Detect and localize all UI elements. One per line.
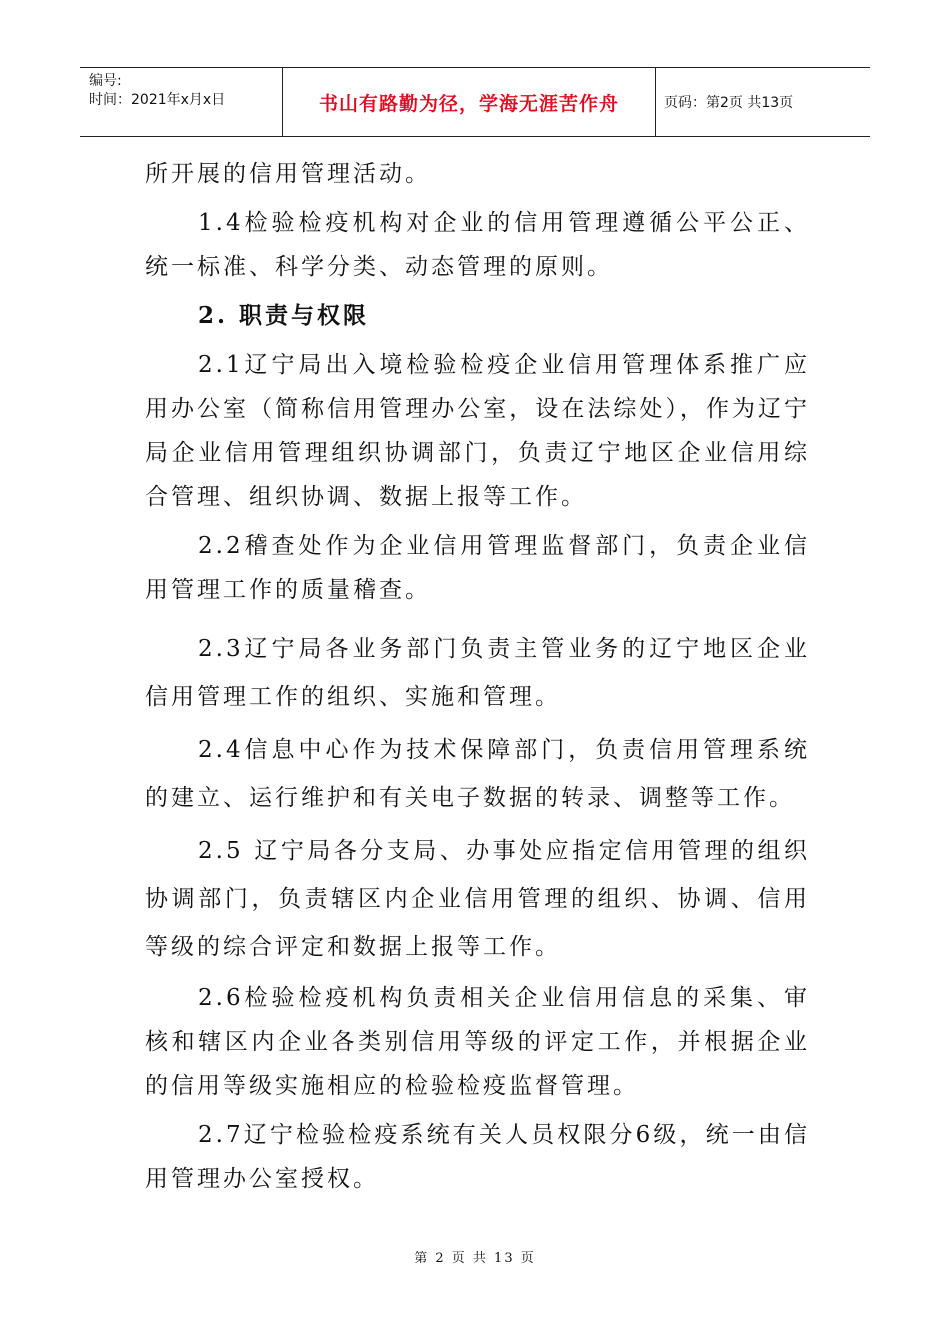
paragraph: 2.4信息中心作为技术保障部门，负责信用管理系统的建立、运行维护和有关电子数据的转录、调整等工作。	[145, 737, 810, 811]
paragraph: 1.4检验检疫机构对企业的信用管理遵循公平公正、统一标准、科学分类、动态管理的原则。	[145, 210, 810, 280]
paragraph: 2.2稽查处作为企业信用管理监督部门，负责企业信用管理工作的质量稽查。	[145, 533, 810, 603]
document-body	[145, 152, 810, 1206]
paragraph: 2.5 辽宁局各分支局、办事处应指定信用管理的组织协调部门，负责辖区内企业信用管理的组织、协调、信用等级的综合评定和数据上报等工作。	[145, 838, 810, 960]
header-page-info: 页码：第2页 共13页	[664, 95, 794, 111]
header-meta	[80, 68, 283, 136]
paragraph: 2.6检验检疫机构负责相关企业信用信息的采集、审核和辖区内企业各类别信用等级的评定工作，并根据企业的信用等级实施相应的检验检疫监督管理。	[145, 985, 810, 1099]
header-motto: 书山有路勤为径，学海无涯苦作舟	[283, 68, 656, 136]
header-code-label: 编号:	[89, 73, 122, 89]
header-date: 时间：2021年x月x日	[89, 92, 226, 108]
page-header	[80, 67, 870, 137]
page-footer: 第 2 页 共 13 页	[414, 1251, 536, 1266]
section-heading: 2. 职责与权限	[198, 302, 370, 329]
paragraph: 2.3辽宁局各业务部门负责主管业务的辽宁地区企业信用管理工作的组织、实施和管理。	[145, 636, 810, 710]
paragraph: 2.1辽宁局出入境检验检疫企业信用管理体系推广应用办公室（简称信用管理办公室，设在法综处），作为辽宁局企业信用管理组织协调部门，负责辽宁地区企业信用综合管理、组织协调、数据上报等工作。	[145, 352, 810, 510]
paragraph: 2.7辽宁检验检疫系统有关人员权限分6级，统一由信用管理办公室授权。	[145, 1122, 810, 1192]
paragraph: 所开展的信用管理活动。	[145, 161, 431, 187]
